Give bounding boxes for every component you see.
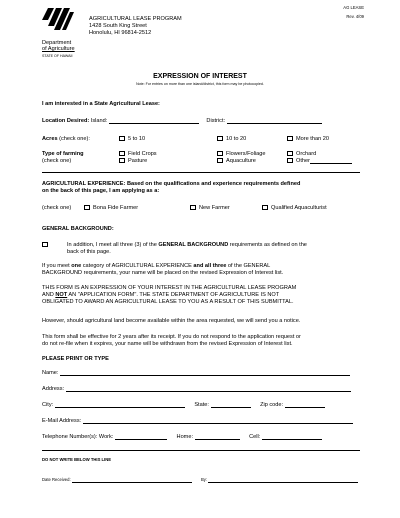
para2-line2b: NOT [55, 291, 68, 298]
acres-option-1[interactable] [119, 136, 145, 142]
print-heading: PLEASE PRINT OR TYPE [42, 356, 109, 362]
para4-line2: do not re-file when it expires, your name will be withdrawn from the revised Expression of Interest list. [42, 340, 293, 347]
street-address: 1428 South King Street [89, 22, 147, 29]
farming-option-label: Other [296, 158, 310, 164]
farming-hint: (check one) [42, 157, 72, 164]
acres-option-2[interactable] [217, 136, 246, 142]
checkbox[interactable] [119, 158, 125, 163]
checkbox[interactable] [217, 151, 223, 156]
form-code-text: AG LEASE [343, 5, 364, 10]
city-label: City: [42, 402, 54, 408]
phone-row [42, 434, 372, 440]
dept-line2: of Agriculture [42, 46, 75, 53]
experience-option-bona-fide[interactable] [84, 205, 138, 211]
acres-option-label: 5 to 10 [128, 136, 146, 142]
program-address [89, 16, 182, 37]
title-note: Note: For entries on more than one island/district, this form may be photocopied. [136, 82, 264, 86]
phone-home-field[interactable] [195, 435, 240, 440]
date-received-field[interactable] [72, 478, 192, 483]
email-field[interactable] [83, 419, 353, 424]
background-text-a: In addition, I meet all three (3) of the [67, 242, 159, 248]
farming-option-other[interactable] [287, 158, 352, 164]
address-field[interactable] [66, 387, 351, 392]
farming-option-label: Flowers/Foliage [226, 151, 266, 157]
background-checkbox[interactable] [42, 242, 51, 248]
name-field[interactable] [60, 371, 350, 376]
department-logo-icon [42, 8, 74, 30]
office-divider [42, 450, 360, 451]
state-field-label: State: [194, 402, 209, 408]
by-label: By: [200, 477, 208, 483]
experience-option-label: New Farmer [199, 205, 230, 211]
background-text-d: back of this page. [67, 248, 111, 255]
location-label: Location Desired: [42, 118, 90, 124]
para1-d: and all three [193, 263, 227, 269]
para2-line3: OBLIGATED TO AWARD AN AGRICULTURAL LEASE TO YOU AS A RESULT OF THIS SUBMITTAL. [42, 298, 294, 305]
office-heading: DO NOT WRITE BELOW THIS LINE [42, 457, 112, 462]
by-field[interactable] [208, 478, 358, 483]
acres-option-label: 10 to 20 [226, 136, 247, 142]
checkbox[interactable] [262, 205, 268, 210]
para1-f: BACKGROUND requirements, your name will be placed on the revised Expression of Interest list. [42, 269, 284, 276]
district-label: District: [206, 118, 226, 124]
farming-option-flowers[interactable] [217, 151, 265, 157]
district-field[interactable] [227, 119, 322, 124]
zip-label: Zip code: [260, 402, 284, 408]
checkbox[interactable] [84, 205, 90, 210]
checkbox[interactable] [119, 136, 125, 141]
background-text-c: requirements as defined on the [228, 242, 307, 248]
program-name: AGRICULTURAL LEASE PROGRAM [89, 16, 182, 22]
paragraph-1 [42, 263, 362, 277]
city-field[interactable] [55, 403, 185, 408]
paragraph-4 [42, 334, 377, 348]
name-row [42, 370, 350, 376]
state-label: STATE OF HAWAII [42, 53, 73, 58]
zip-field[interactable] [285, 403, 325, 408]
para1-a: If you meet [42, 263, 72, 269]
farming-option-aquaculture[interactable] [217, 158, 256, 164]
island-label: Island: [90, 118, 108, 124]
experience-option-new-farmer[interactable] [190, 205, 230, 211]
divider [42, 172, 360, 173]
email-row [42, 418, 353, 424]
phone-work-label: Telephone Number(s): Work: [42, 434, 114, 440]
experience-hint: (check one) [42, 205, 72, 211]
paragraph-3: However, should agricultural land become available within the area requested, we will send you a notice. [42, 318, 301, 324]
office-row [42, 478, 372, 483]
experience-heading-line2: on the back of this page, I am applying as a: [42, 187, 160, 194]
page-title: EXPRESSION OF INTEREST [153, 73, 247, 80]
location-row [42, 118, 362, 124]
checkbox[interactable] [217, 136, 223, 141]
para2-line2a: AND [42, 291, 56, 298]
background-text-b: GENERAL BACKGROUND [158, 242, 229, 248]
date-received-label: Date Received: [42, 477, 71, 483]
checkbox[interactable] [287, 136, 293, 141]
address-label: Address: [42, 386, 65, 392]
acres-label: Acres [42, 136, 58, 142]
experience-option-label: Qualified Aquaculturist [271, 205, 327, 211]
background-text [67, 242, 307, 256]
acres-option-label: More than 20 [296, 136, 329, 142]
acres-hint: (check one): [59, 136, 90, 142]
para2-line1: THIS FORM IS AN EXPRESSION OF YOUR INTEREST IN THE AGRICULTURAL LEASE PROGRAM [42, 285, 297, 291]
phone-cell-field[interactable] [262, 435, 322, 440]
para1-b: one [71, 263, 82, 269]
experience-option-label: Bona Fide Farmer [93, 205, 139, 211]
address-row [42, 386, 351, 392]
farming-option-field-crops[interactable] [119, 151, 157, 157]
revision-text: Rev. 4/09 [346, 13, 364, 19]
acres-option-3[interactable] [287, 136, 329, 142]
checkbox[interactable] [119, 151, 125, 156]
farming-option-pasture[interactable] [119, 158, 147, 164]
experience-heading-line1: AGRICULTURAL EXPERIENCE: Based on the qualifications and experience requirements defined [42, 181, 301, 187]
para2-line2c: AN "APPLICATION FORM". THE STATE DEPARTMENT OF AGRICULTURE IS NOT [67, 291, 280, 298]
experience-heading [42, 181, 300, 195]
city-row [42, 402, 372, 408]
farming-option-orchard[interactable] [287, 151, 316, 157]
phone-home-label: Home: [176, 434, 194, 440]
city-address: Honolulu, HI 96814-2512 [89, 29, 152, 36]
farming-label-group [42, 151, 84, 165]
interest-heading: I am interested in a State Agricultural Lease: [42, 101, 160, 107]
checkbox[interactable] [190, 205, 196, 210]
checkbox[interactable] [42, 242, 48, 247]
phone-cell-label: Cell: [249, 434, 261, 440]
dept-line1: Department [42, 40, 72, 46]
form-code [343, 6, 364, 20]
email-label: E-Mail Address: [42, 418, 82, 424]
department-name [42, 40, 75, 58]
background-heading: GENERAL BACKGROUND: [42, 226, 114, 232]
state-field[interactable] [211, 403, 251, 408]
para1-c: category of AGRICULTURAL EXPERIENCE [81, 263, 194, 269]
farming-option-label: Orchard [296, 151, 317, 157]
checkbox[interactable] [287, 158, 293, 163]
farming-option-label: Pasture [128, 158, 148, 164]
farming-option-label: Field Crops [128, 151, 157, 157]
island-field[interactable] [109, 119, 199, 124]
farming-label: Type of farming [42, 151, 84, 157]
paragraph-2 [42, 285, 372, 306]
other-field[interactable] [310, 159, 352, 164]
phone-work-field[interactable] [115, 435, 167, 440]
farming-option-label: Aquaculture [226, 158, 256, 164]
experience-option-aquaculturist[interactable] [262, 205, 327, 211]
checkbox[interactable] [287, 151, 293, 156]
name-label: Name: [42, 370, 59, 376]
checkbox[interactable] [217, 158, 223, 163]
para1-e: of the GENERAL [226, 263, 271, 269]
para4-line1: This form shall be effective for 2 years after its receipt. If you do not respond to the application request or [42, 334, 301, 340]
